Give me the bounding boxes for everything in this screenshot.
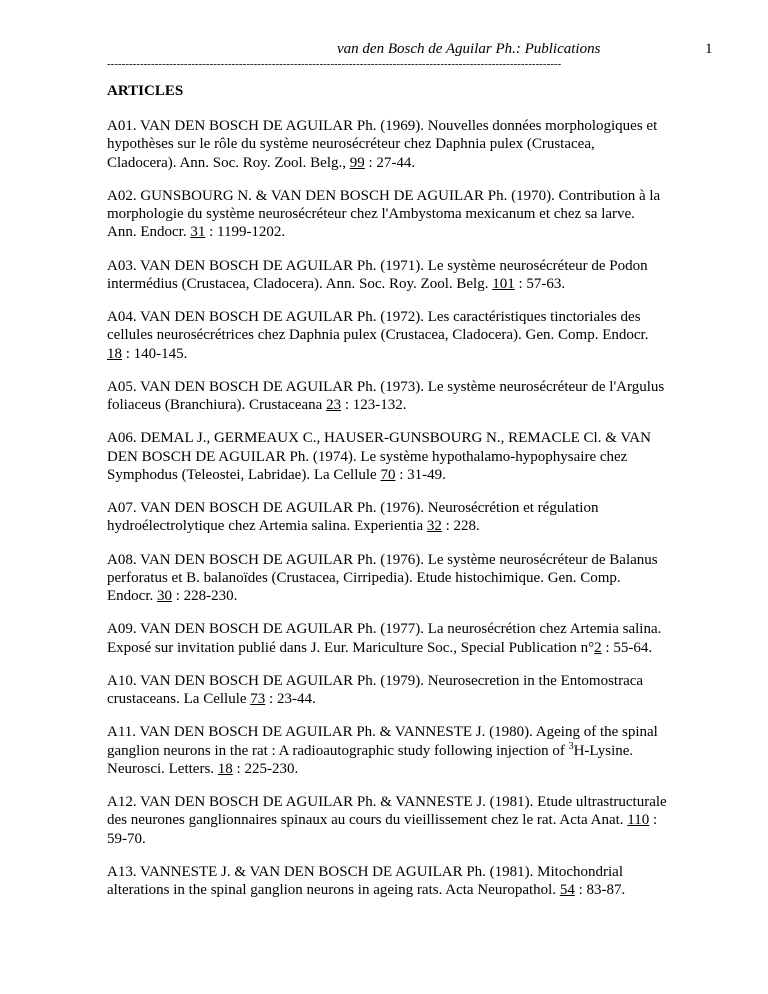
entry-pages: : 23-44. bbox=[265, 691, 316, 708]
entry-text-continued: H-Lysine. Neurosci. Letters. bbox=[107, 742, 634, 777]
publication-entry bbox=[107, 187, 667, 242]
publication-entry bbox=[107, 499, 667, 536]
publication-entry bbox=[107, 863, 667, 900]
volume-number: 70 bbox=[380, 466, 396, 483]
entry-pages: : 225-230. bbox=[232, 760, 299, 777]
entry-pages: : 59-70. bbox=[107, 812, 658, 847]
publication-entry bbox=[107, 117, 667, 172]
entry-text: A13. VANNESTE J. & VAN DEN BOSCH DE AGUILAR Ph. (1981). Mitochondrial alterations in the spinal ganglion neurons in ageing rats. Acta Neuropathol. bbox=[107, 863, 623, 899]
volume-number: 32 bbox=[426, 518, 442, 535]
volume-number: 30 bbox=[157, 588, 172, 605]
publication-entry bbox=[107, 723, 667, 778]
entry-pages: : 31-49. bbox=[395, 466, 446, 483]
volume-number: 73 bbox=[250, 691, 266, 708]
entry-pages: : 27-44. bbox=[364, 154, 416, 171]
volume-number: 31 bbox=[190, 224, 206, 241]
publication-entry bbox=[107, 257, 667, 294]
entry-text: A01. VAN DEN BOSCH DE AGUILAR Ph. (1969). Nouvelles données morphologiques et hypothèses sur le rôle du système neurosécréteur chez Daphnia pulex (Crustacea, Cladocera). Ann. Soc. Roy. Zool. Belg., bbox=[107, 118, 658, 171]
entry-pages: : 83-87. bbox=[574, 882, 626, 899]
volume-number: 18 bbox=[107, 345, 122, 362]
header-rule: ---------------------------------------------------------------------------------------------------------------------------- bbox=[107, 60, 562, 68]
publication-list bbox=[107, 117, 667, 914]
volume-number: 99 bbox=[349, 154, 365, 171]
entry-text: A08. VAN DEN BOSCH DE AGUILAR Ph. (1976). Le système neurosécréteur de Balanus perforatus et B. balanoïdes (Crustacea, Cirripedia). Etude histochimique. Gen. Comp. Endocr. bbox=[107, 551, 658, 605]
volume-number: 54 bbox=[559, 882, 575, 899]
publication-entry bbox=[107, 620, 667, 657]
entry-pages: : 57-63. bbox=[514, 275, 566, 292]
entry-pages: : 140-145. bbox=[122, 345, 188, 362]
entry-text: A07. VAN DEN BOSCH DE AGUILAR Ph. (1976). Neurosécrétion et régulation hydroélectrolytique chez Artemia salina. Experientia bbox=[107, 500, 599, 535]
entry-pages: : 1199-1202. bbox=[205, 224, 286, 241]
entry-pages: : 55-64. bbox=[601, 639, 653, 656]
volume-number: 23 bbox=[326, 397, 342, 414]
superscript-isotope: 3 bbox=[568, 740, 574, 752]
entry-text: A11. VAN DEN BOSCH DE AGUILAR Ph. & VANNESTE J. (1980). Ageing of the spinal ganglion neurons in the rat : A radioautographic study following injection of bbox=[107, 724, 658, 759]
page-number: 1 bbox=[705, 41, 713, 57]
publication-entry bbox=[107, 378, 667, 415]
publication-entry bbox=[107, 429, 667, 484]
publication-entry bbox=[107, 793, 667, 848]
entry-text: A10. VAN DEN BOSCH DE AGUILAR Ph. (1979). Neurosecretion in the Entomostraca crustaceans. La Cellule bbox=[107, 672, 644, 708]
entry-text: A02. GUNSBOURG N. & VAN DEN BOSCH DE AGUILAR Ph. (1970). Contribution à la morphologie du système neurosécréteur chez l'Ambystoma mexicanum et chez sa larve. Ann. Endocr. bbox=[107, 187, 661, 241]
publication-entry bbox=[107, 672, 667, 709]
volume-number: 110 bbox=[627, 812, 650, 829]
entry-pages: : 123-132. bbox=[341, 397, 407, 414]
volume-number: 101 bbox=[492, 275, 515, 292]
volume-number: 18 bbox=[217, 760, 233, 777]
publication-entry bbox=[107, 308, 667, 363]
volume-number: 2 bbox=[594, 639, 602, 656]
entry-text: A12. VAN DEN BOSCH DE AGUILAR Ph. & VANNESTE J. (1981). Etude ultrastructurale des neurones ganglionnaires spinaux au cours du vieillissement chez le rat. Acta Anat. bbox=[107, 794, 667, 829]
entry-text: A05. VAN DEN BOSCH DE AGUILAR Ph. (1973). Le système neurosécréteur de l'Argulus foliaceus (Branchiura). Crustaceana bbox=[107, 378, 665, 414]
entry-text: A04. VAN DEN BOSCH DE AGUILAR Ph. (1972). Les caractéristiques tinctoriales des cellules neurosécrétrices chez Daphnia pulex (Crustacea, Cladocera). Gen. Comp. Endocr. bbox=[107, 309, 649, 344]
entry-text: A06. DEMAL J., GERMEAUX C., HAUSER-GUNSBOURG N., REMACLE Cl. & VAN DEN BOSCH DE AGUILAR Ph. (1974). Le système hypothalamo-hypophysaire chez Symphodus (Teleostei, Labridae). La Cellule bbox=[107, 430, 651, 483]
entry-pages: : 228. bbox=[441, 518, 480, 535]
section-title: ARTICLES bbox=[107, 83, 184, 99]
entry-text: A09. VAN DEN BOSCH DE AGUILAR Ph. (1977). La neurosécrétion chez Artemia salina. Exposé sur invitation publié dans J. Eur. Mariculture Soc., Special Publication n° bbox=[107, 621, 662, 656]
running-header: van den Bosch de Aguilar Ph.: Publications bbox=[337, 41, 601, 57]
entry-pages: : 228-230. bbox=[172, 588, 238, 605]
entry-text: A03. VAN DEN BOSCH DE AGUILAR Ph. (1971). Le système neurosécréteur de Podon intermédius (Crustacea, Cladocera). Ann. Soc. Roy. Zool. Belg. bbox=[107, 257, 648, 292]
publication-entry bbox=[107, 551, 667, 606]
